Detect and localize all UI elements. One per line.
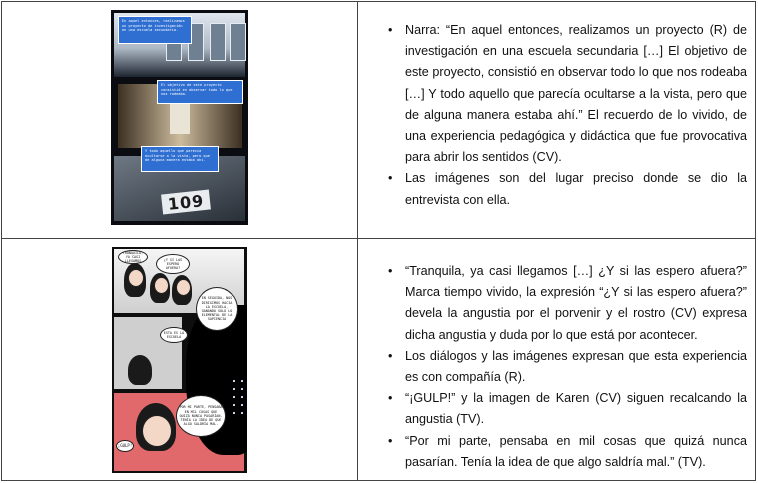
- character-face: [142, 415, 172, 447]
- character-face: [176, 279, 191, 296]
- bullet-item: • Los diálogos y las imágenes expresan que esta experiencia es con compañía (R).: [388, 346, 747, 388]
- comic-caption: En aquel entonces, realizamos un proyecto de investigación en una escuela secundaria.: [118, 16, 192, 44]
- speech-bubble: TRANQUILA, YA CASI LLEGAMOS: [118, 250, 148, 264]
- hair-shape: [128, 355, 152, 385]
- window-shape: [210, 23, 226, 61]
- table-row: [2, 2, 755, 239]
- bullet-item: • Las imágenes son del lugar preciso donde se dio la entrevista con ella.: [388, 168, 747, 210]
- window-shape: [230, 23, 246, 61]
- comic-page-companions: [112, 247, 247, 473]
- character-face: [154, 277, 169, 294]
- bullet-list: [388, 20, 747, 211]
- speech-bubble: POR MI PARTE, PENSABA EN MIL COSAS QUE QUIZÁ NUNCA PASARÍAN. TENÍA LA IDEA DE QUE ALGO SALDRÍA MAL.: [176, 395, 226, 437]
- table-row: [2, 239, 755, 480]
- bullet-item: • Narra: “En aquel entonces, realizamos un proyecto (R) de investigación en una escuela secundaria […] El objetivo de este proyecto, consistió en observar todo lo que nos rodeaba […] Y todo aquello que parecía ocultarse a la vista, pero que de alguna manera estaba ahí.” El recuerdo de lo vivido, de una experiencia pedagógica y didáctica que fue provocativa para abrir los sentidos (CV).: [388, 20, 747, 168]
- text-cell: [358, 239, 755, 480]
- character-face: [128, 269, 144, 287]
- bullet-item: • “Por mi parte, pensaba en mil cosas que quizá nunca pasarían. Tenía la idea de que algo saldría mal.” (TV).: [388, 431, 747, 473]
- bullet-item: • “¡GULP!” y la imagen de Karen (CV) siguen recalcando la angustia (TV).: [388, 388, 747, 430]
- speech-bubble: ESTA ES LA ESCUELA: [160, 327, 188, 343]
- comic-caption: El objetivo de este proyecto consistió en observar todo lo que nos rodeaba.: [157, 80, 243, 104]
- text-cell: [358, 2, 755, 238]
- speech-bubble: ¿Y SI LAS ESPERO AFUERA?: [156, 254, 190, 274]
- bullet-item: • “Tranquila, ya casi llegamos […] ¿Y si las espero afuera?” Marca tiempo vivido, la expresión “¿Y si las espero afuera?” devela la angustia por el porvenir y el rostro (CV) expresa dicha angustia y duda por lo que está por acontecer.: [388, 261, 747, 346]
- bullet-list: [388, 261, 747, 473]
- speech-bubble: ¡GULP!: [116, 440, 134, 452]
- flower-decoration: [230, 377, 247, 417]
- speech-bubble: EN SEGUIDA, NOS DIRIGIMOS HACIA LA ESCUELA, GANANDO SÓLO LO ELEMENTAL DE LA SAPIENCIA: [196, 287, 238, 331]
- analysis-table: [1, 1, 756, 481]
- image-cell: [2, 2, 357, 238]
- room-number-plate: 109: [161, 190, 211, 215]
- comic-caption: Y todo aquello que parecía ocultarse a la vista, pero que de alguna manera estaba ahí.: [141, 146, 219, 172]
- comic-page-school: [111, 10, 248, 225]
- image-cell: [2, 239, 357, 480]
